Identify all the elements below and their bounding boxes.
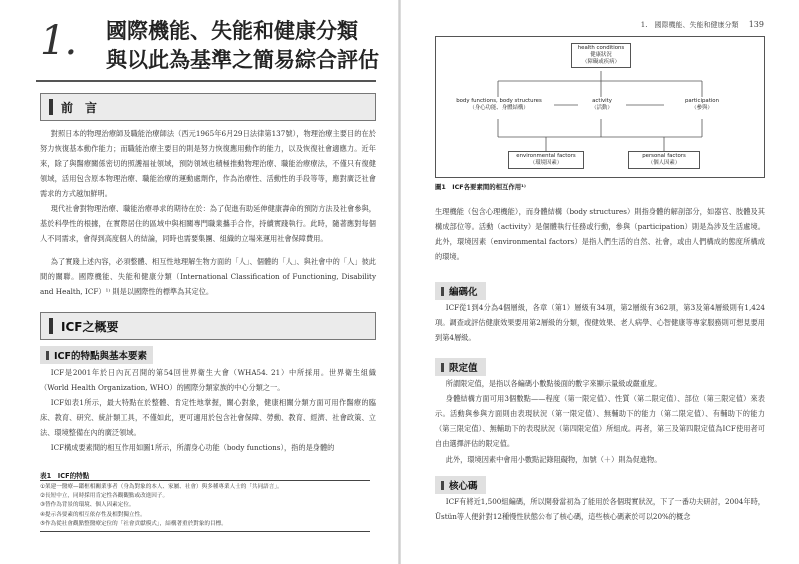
preface-paragraph-2: 現代社會對物理治療、職能治療尋求的期待在於：為了促進有助延伸健康壽命的預防方法及社會參與，基於科學性的根據，在實際居住的區域中與相關專門職業攜手合作，持續實踐執行。此時，隨著應對每個人不同需求，會得到高度個人的結論，同時也需要集團、組織的立場來運用社會保障費用。 (40, 204, 376, 243)
node-participation-zh: （參與） (691, 105, 713, 111)
node-participation (664, 97, 740, 113)
coding-paragraph: ICF從1到4分為4個層級，各章（第1）層級有34項，第2層級有362項，第3及第4層級則有1,424項。調查或評估健康效果要用第2層級的分類，復健效果、老人病學、心智健康等專家服務則可想見要用到第4層級。 (435, 303, 765, 342)
core-paragraph: ICF有將近1,500組編碼，所以開發當初為了能用於各個現實狀況，下了一番功夫研討，2004年時，Üstün等人便針對12種慢性狀態公布了核心碼，這些核心碼紊於可以20%的概念 (435, 497, 765, 521)
node-env-en: environmental factors (516, 153, 576, 159)
features-paragraph-2: ICF如表1所示，最大特點在於整體、肯定性地掌握，關心對象，健康相關分類方面可用作醫療的臨床、教育、研究、統計類工具，不僅如此，更可適用於包含社會保障、勞動、教育、經濟、社會政策、立法、環境整備在內的廣泛領域。 (40, 398, 376, 437)
chapter-number: 1. (40, 18, 77, 64)
subsection-coding: 編碼化 (435, 282, 486, 300)
node-personal-factors (628, 151, 700, 169)
node-activity (578, 97, 626, 113)
section-header-preface (40, 93, 376, 121)
table-row: ②長短中立，同時採用肯定性各觀觀點或改進因子。 (40, 493, 169, 500)
left-page (0, 0, 399, 564)
features-paragraph-1: ICF是2001年於日內瓦召開的第54回世界衛生大會（WHA54. 21）中所採用。世界衛生組織（World Health Organization, WHO）的國際分類家族的中心分類之一。 (40, 368, 376, 392)
preface-paragraph-1: 對照日本的物理治療師及職能治療師法（西元1965年6月29日法律第137號），物理治療主要目的在於努力恢復基本動作能力；而職能治療主要目的則是努力恢復應用動作的能力，以及恢復社會適應力。近年來，除了與醫療關係密切的照護福祉領域，預防領域也積極推動物理治療、職能治療療法，不僅只有復健領域，活用包含原本物理治療、職能治療的運動處劑作，作為治療性、活動性的手段等等，應對廣泛社會需求的方式越加鮮明。 (40, 129, 376, 198)
node-health-conditions (571, 43, 631, 68)
table-row: ①架建一醫療—鑑框相關業事者（身為對象的本人、家屬、社會）與多種專業人士的「共同語言」。 (40, 484, 283, 490)
section-header-icf (40, 312, 376, 340)
table-row: ⑤作為從社會觀點整醫療定位的「社會貢獻模式」，結構著重於對象的目標。 (40, 520, 227, 527)
node-activity-zh: （活動） (591, 105, 613, 111)
section-title-preface: 前 言 (61, 101, 98, 115)
subsection-core-sets: 核心碼 (435, 476, 486, 494)
table-row: ④提示各要素的相互依存性及相對獨立性。 (40, 511, 146, 518)
node-body (444, 97, 554, 113)
running-head-title: 1. 國際機能、失能和健康分類 (640, 21, 739, 29)
preface-paragraph-3: 為了實踐上述內容，必須整體、相互性地理解生物方面的「人」、個體的「人」、與社會中的「人」彼此間的關聯。國際機能、失能和健康分類（International Classification of Functioning, Disability and Health, ICF）¹⁾ 則是以國際性的標準為其定位。 (40, 257, 376, 296)
icf-figure (435, 36, 765, 178)
section-bar-icon (49, 99, 53, 115)
node-env-zh: （環境因素） (529, 160, 563, 166)
intro-paragraph: 生理機能（包含心理機能），而身體結構（body structures）則指身體的解剖部分，如器官、肢體及其構成部位等。活動（activity）是個體執行任務或行動，參與（participation）則是為涉及生活處境。此外，環境因素（environmental factors）是指人們生活的自然、社會，或由人們構成的態度所構成的環境。 (435, 207, 765, 261)
node-personal-zh: （個人因素） (647, 160, 681, 166)
features-table (40, 480, 370, 532)
qualifier-paragraph-1: 所謂限定值，是指以各編碼小數點後面的數字來顯示量級或嚴重度。 (445, 379, 662, 388)
section-title-icf: ICF之概要 (61, 320, 119, 334)
chapter-title-line2: 與以此為基準之簡易綜合評估 (106, 47, 379, 72)
node-body-en: body functions, body structures (456, 98, 542, 104)
node-environmental-factors (508, 151, 584, 169)
chapter-divider (36, 80, 376, 82)
table-row: ③替作為背景的環境、個人因素定位。 (40, 502, 135, 509)
right-page (400, 0, 799, 564)
running-head (641, 20, 764, 30)
qualifier-paragraph-3: 此外，環境因素中會用小數點記錄阻礙物，加號（＋）則為促進物。 (445, 455, 662, 464)
node-body-zh: （身心功能、身體結構） (469, 105, 529, 111)
subsection-qualifier: 限定值 (435, 358, 486, 376)
table-title: 表1 ICF的特點 (40, 472, 90, 480)
node-health-en: health conditions (577, 45, 625, 51)
node-personal-en: personal factors (642, 153, 686, 159)
chapter-title (106, 16, 379, 74)
page-number: 139 (748, 20, 764, 29)
node-participation-en: participation (684, 98, 720, 104)
chapter-title-line1: 國際機能、失能和健康分類 (106, 18, 358, 43)
node-health-zh: 健康狀況 (590, 52, 612, 58)
figure-caption: 圖1 ICF各要素間的相互作用¹⁾ (435, 183, 526, 191)
node-activity-en: activity (592, 98, 612, 104)
features-paragraph-3: ICF構成要素間的相互作用如圖1所示，所謂身心功能（body functions），指的是身體的 (50, 443, 335, 452)
section-bar-icon (49, 318, 53, 334)
qualifier-paragraph-2: 身體結構方面可用3個數點——程度（第一限定值）、性質（第二限定值）、部位（第三限定值）來表示。活動與參與方面則由表現狀況（第一限定值）、無輔助下的能力（第二限定值）、有輔助下的能力（第三限定值）、無輔助下的表現狀況（第四限定值）所組成。再者，第三及第四限定值為ICF使用者可自由選擇評估的限定值。 (435, 394, 765, 448)
node-health-zh2: （障礙或疾病） (582, 59, 620, 65)
subsection-features: ICF的特點與基本要素 (40, 346, 153, 364)
